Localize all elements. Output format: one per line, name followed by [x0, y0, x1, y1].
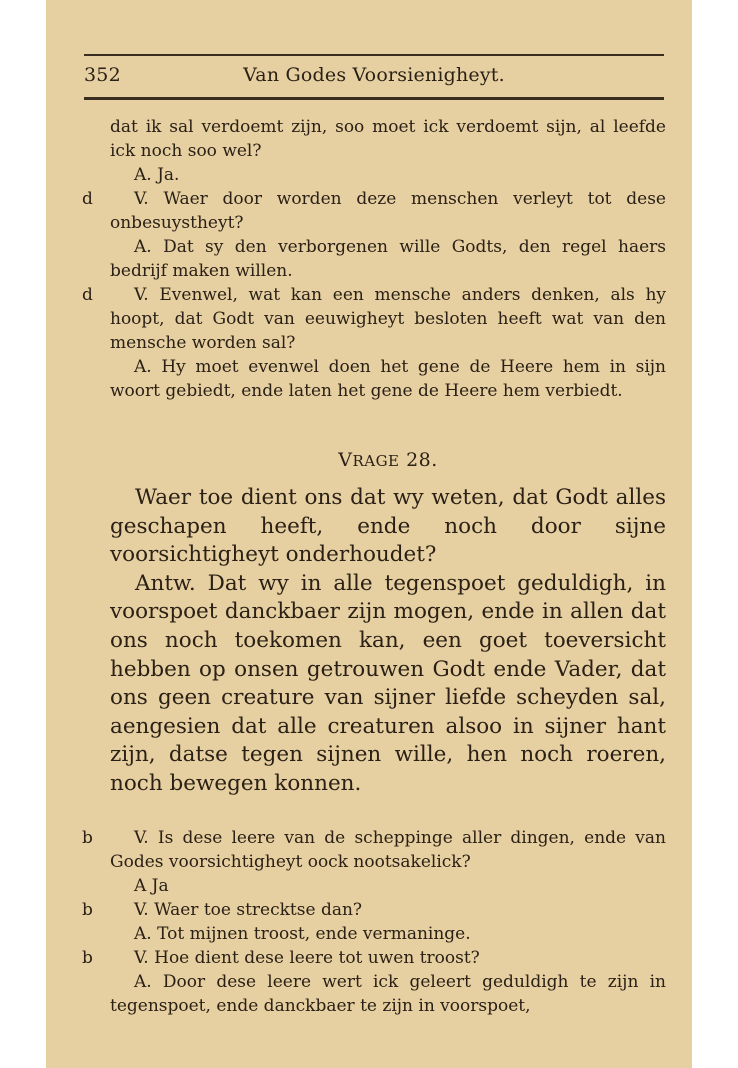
header-bottom-rule [84, 97, 664, 100]
top-section [110, 115, 666, 403]
section-heading [110, 449, 666, 471]
continued-paragraph: dat ik sal verdoemt zijn, soo moet ick verdoemt sijn, al leefde ick noch soo wel? [110, 117, 666, 161]
answer-paragraph: A. Dat sy den verborgenen wille Godts, den regel haers bedrijf maken willen. [110, 237, 666, 281]
main-section [110, 484, 666, 799]
heading-initial: V [338, 449, 353, 471]
question-paragraph: V. Is dese leere van de scheppinge aller dingen, ende van Godes voorsichtigheyt oock nootsakelick? [110, 828, 666, 872]
answer-paragraph: A. Tot mijnen troost, ende vermaninge. [134, 924, 471, 944]
main-question: Waer toe dient ons dat wy weten, dat Godt alles geschapen heeft, ende noch door sijne voorsichtigheyt onderhoudet? [110, 485, 666, 568]
question-paragraph: V. Hoe dient dese leere tot uwen troost? [134, 948, 480, 968]
question-paragraph: V. Waer toe strecktse dan? [134, 900, 363, 920]
running-title: Van Godes Voorsienigheyt. [243, 64, 505, 86]
answer-paragraph: A Ja [134, 876, 169, 896]
header-top-rule [84, 54, 664, 56]
margin-marker: d [82, 285, 93, 305]
margin-marker: b [82, 948, 93, 968]
heading-number: 28. [406, 449, 438, 471]
answer-paragraph: A. Hy moet evenwel doen het gene de Heere hem in sijn woort gebiedt, ende laten het gene de Heere hem verbiedt. [110, 357, 666, 401]
margin-marker: d [82, 189, 93, 209]
answer-paragraph: A. Door dese leere wert ick geleert geduldigh te zijn in tegenspoet, ende danckbaer te zijn in voorspoet, [110, 972, 666, 1016]
question-paragraph: V. Evenwel, wat kan een mensche anders denken, als hy hoopt, dat Godt van eeuwigheyt besloten heeft wat van den mensche worden sal? [110, 285, 666, 353]
bottom-section [110, 826, 666, 1018]
answer-paragraph: A. Ja. [134, 165, 180, 185]
question-paragraph: V. Waer door worden deze menschen verleyt tot dese onbesuystheyt? [110, 189, 666, 233]
main-answer: Antw. Dat wy in alle tegenspoet geduldigh, in voorspoet danckbaer zijn mogen, ende in allen dat ons noch toekomen kan, een goet toeversicht hebben op onsen getrouwen Godt ende Vader, dat ons geen creature van sijner liefde scheyden sal, aengesien dat alle creaturen alsoo in sijner hant zijn, datse tegen sijnen wille, hen noch roeren, noch bewegen konnen. [110, 570, 666, 796]
margin-marker: b [82, 900, 93, 920]
margin-marker: b [82, 828, 93, 848]
page-header [84, 64, 664, 92]
page-number: 352 [84, 64, 121, 86]
heading-smallcaps: RAGE [352, 452, 400, 470]
